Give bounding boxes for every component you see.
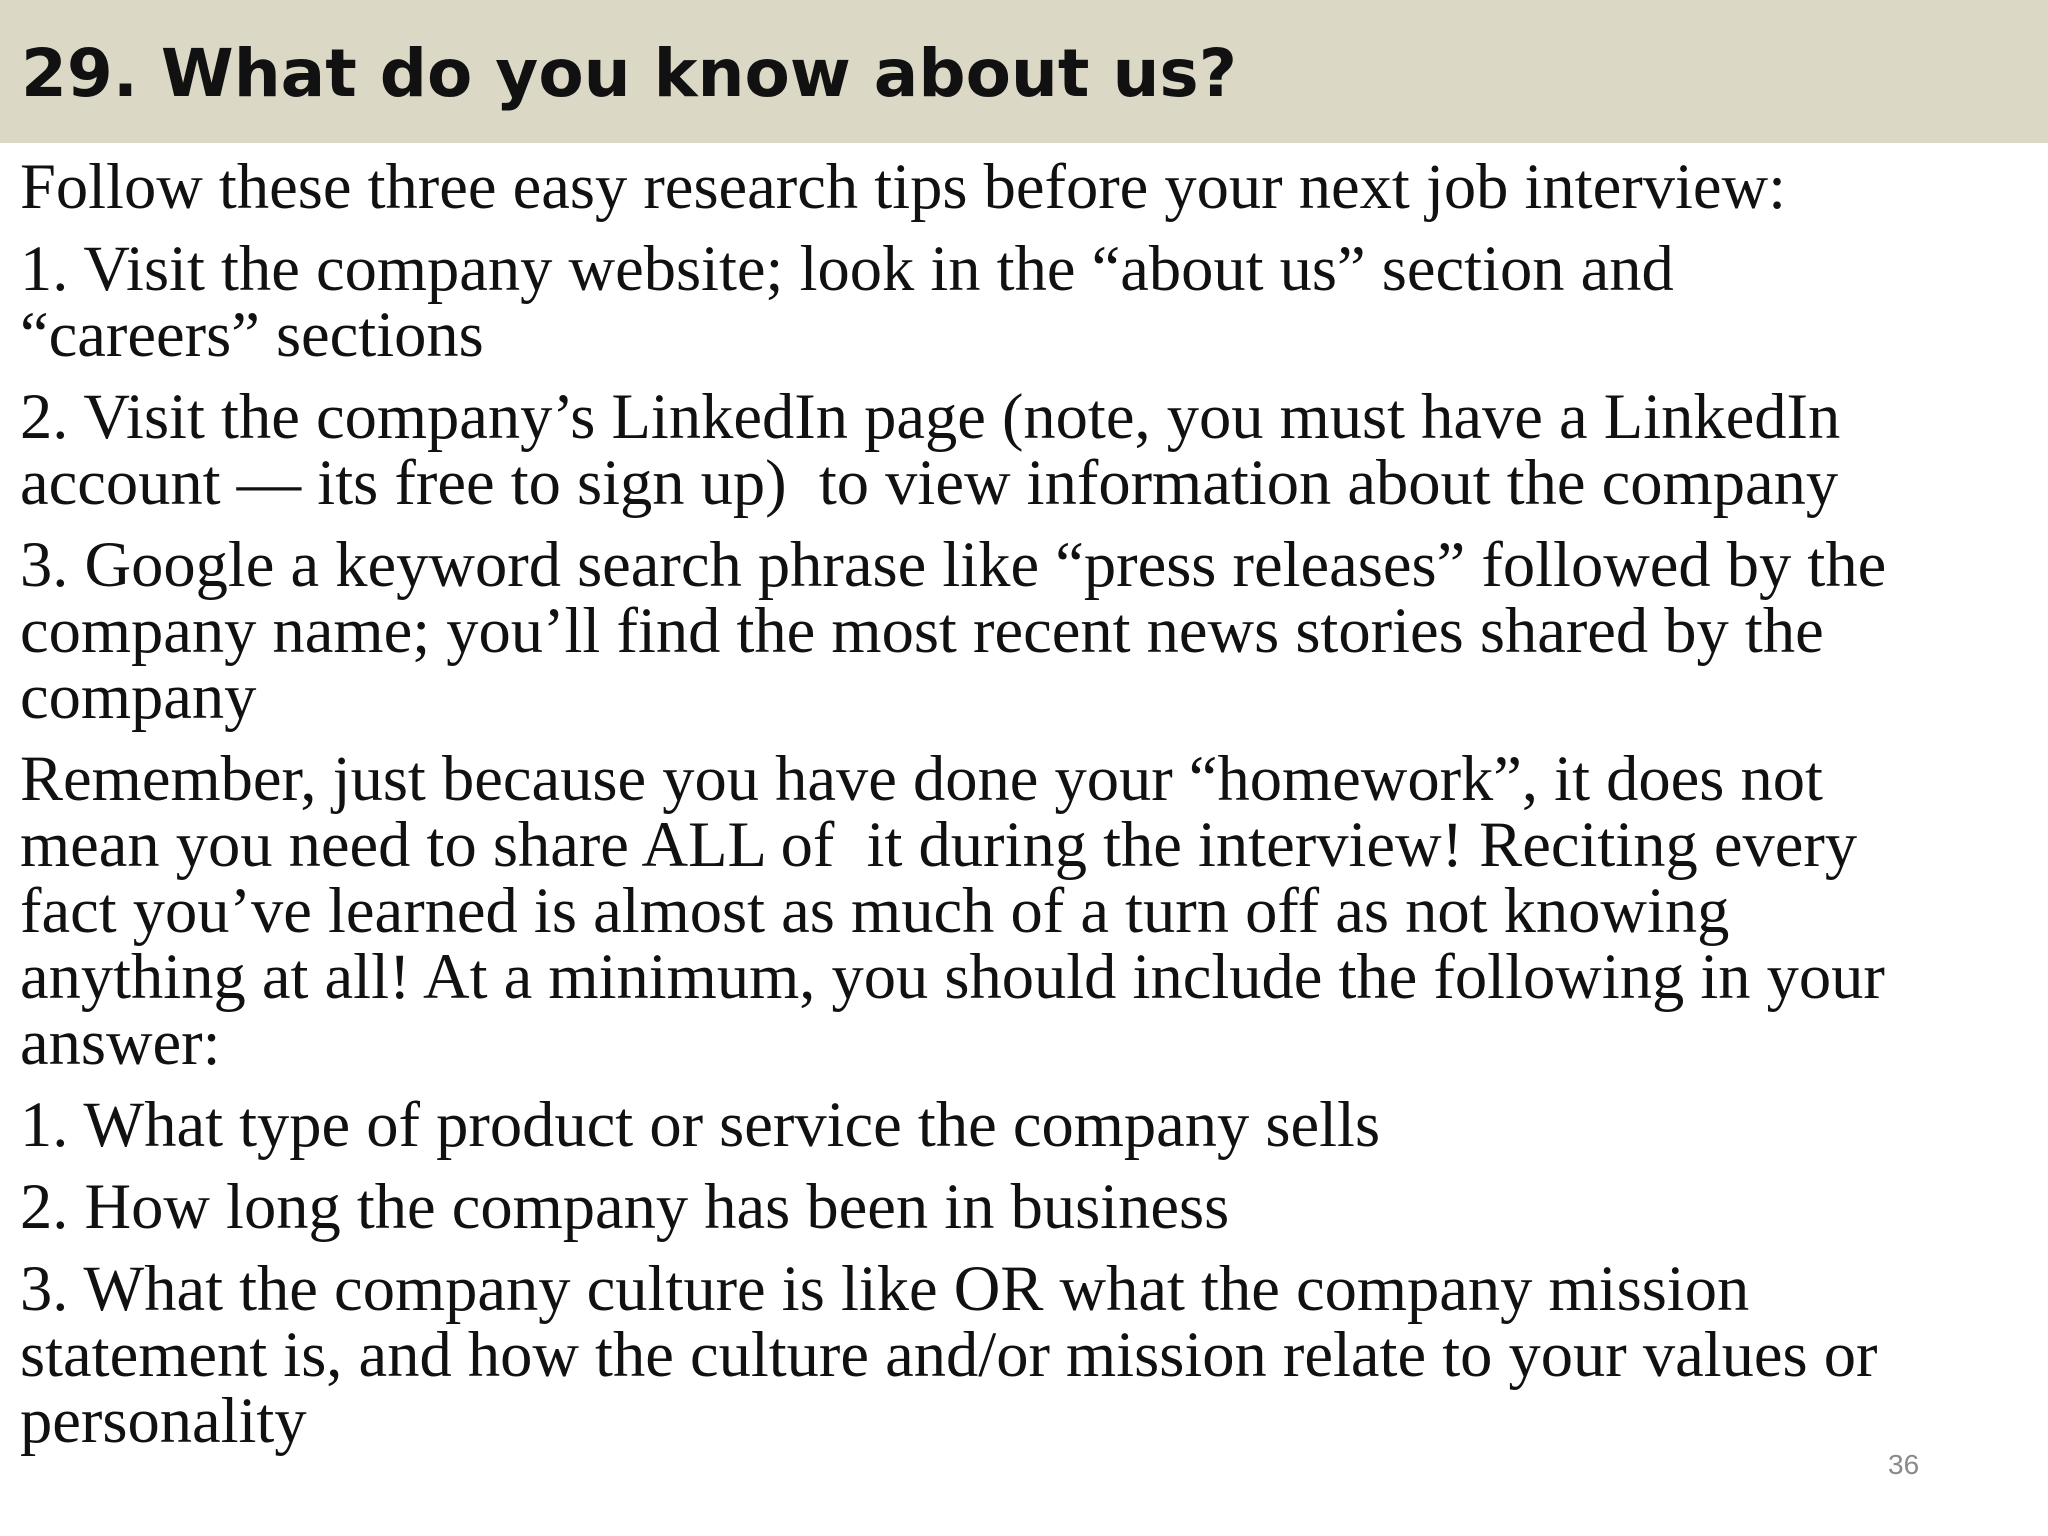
- reminder-paragraph: [20, 743, 2030, 1078]
- tip-3-paragraph: [20, 529, 2030, 732]
- text-line: 1. What type of product or service the company sells: [20, 1089, 1381, 1160]
- text-line: 2. How long the company has been in business: [20, 1171, 1230, 1242]
- text-line: 3. Google a keyword search phrase like “press releases” followed by the: [20, 529, 1887, 600]
- text-line: statement is, and how the culture and/or mission relate to your values or: [20, 1319, 1878, 1390]
- text-line: “careers” sections: [20, 299, 484, 370]
- text-line: company: [20, 661, 257, 732]
- text-line: personality: [20, 1385, 307, 1456]
- text-line: 1. Visit the company website; look in the “about us” section and: [20, 233, 1674, 304]
- slide-title: 29. What do you know about us?: [21, 35, 1238, 112]
- page-number: 36: [1888, 1449, 1920, 1480]
- text-line: Remember, just because you have done your “homework”, it does not: [20, 743, 1823, 814]
- answer-item-3: [20, 1253, 2030, 1456]
- text-line: 3. What the company culture is like OR what the company mission: [20, 1253, 1750, 1324]
- intro-paragraph: [20, 151, 2030, 222]
- answer-item-2: [20, 1171, 2030, 1242]
- tip-1-paragraph: [20, 233, 2030, 370]
- text-line: 2. Visit the company’s LinkedIn page (note, you must have a LinkedIn: [20, 381, 1841, 452]
- text-line: company name; you’ll find the most recent news stories shared by the: [20, 595, 1824, 666]
- text-line: account — its free to sign up) to view information about the company: [20, 447, 1839, 518]
- slide-body: [20, 151, 2030, 1470]
- text-line: fact you’ve learned is almost as much of a turn off as not knowing: [20, 875, 1730, 946]
- title-bar: [0, 0, 2048, 143]
- text-line: answer:: [20, 1007, 221, 1078]
- answer-item-1: [20, 1089, 2030, 1160]
- text-line: anything at all! At a minimum, you should include the following in your: [20, 941, 1885, 1012]
- tip-2-paragraph: [20, 381, 2030, 518]
- text-line: mean you need to share ALL of it during the interview! Reciting every: [20, 809, 1858, 880]
- text-line: Follow these three easy research tips before your next job interview:: [20, 151, 1787, 222]
